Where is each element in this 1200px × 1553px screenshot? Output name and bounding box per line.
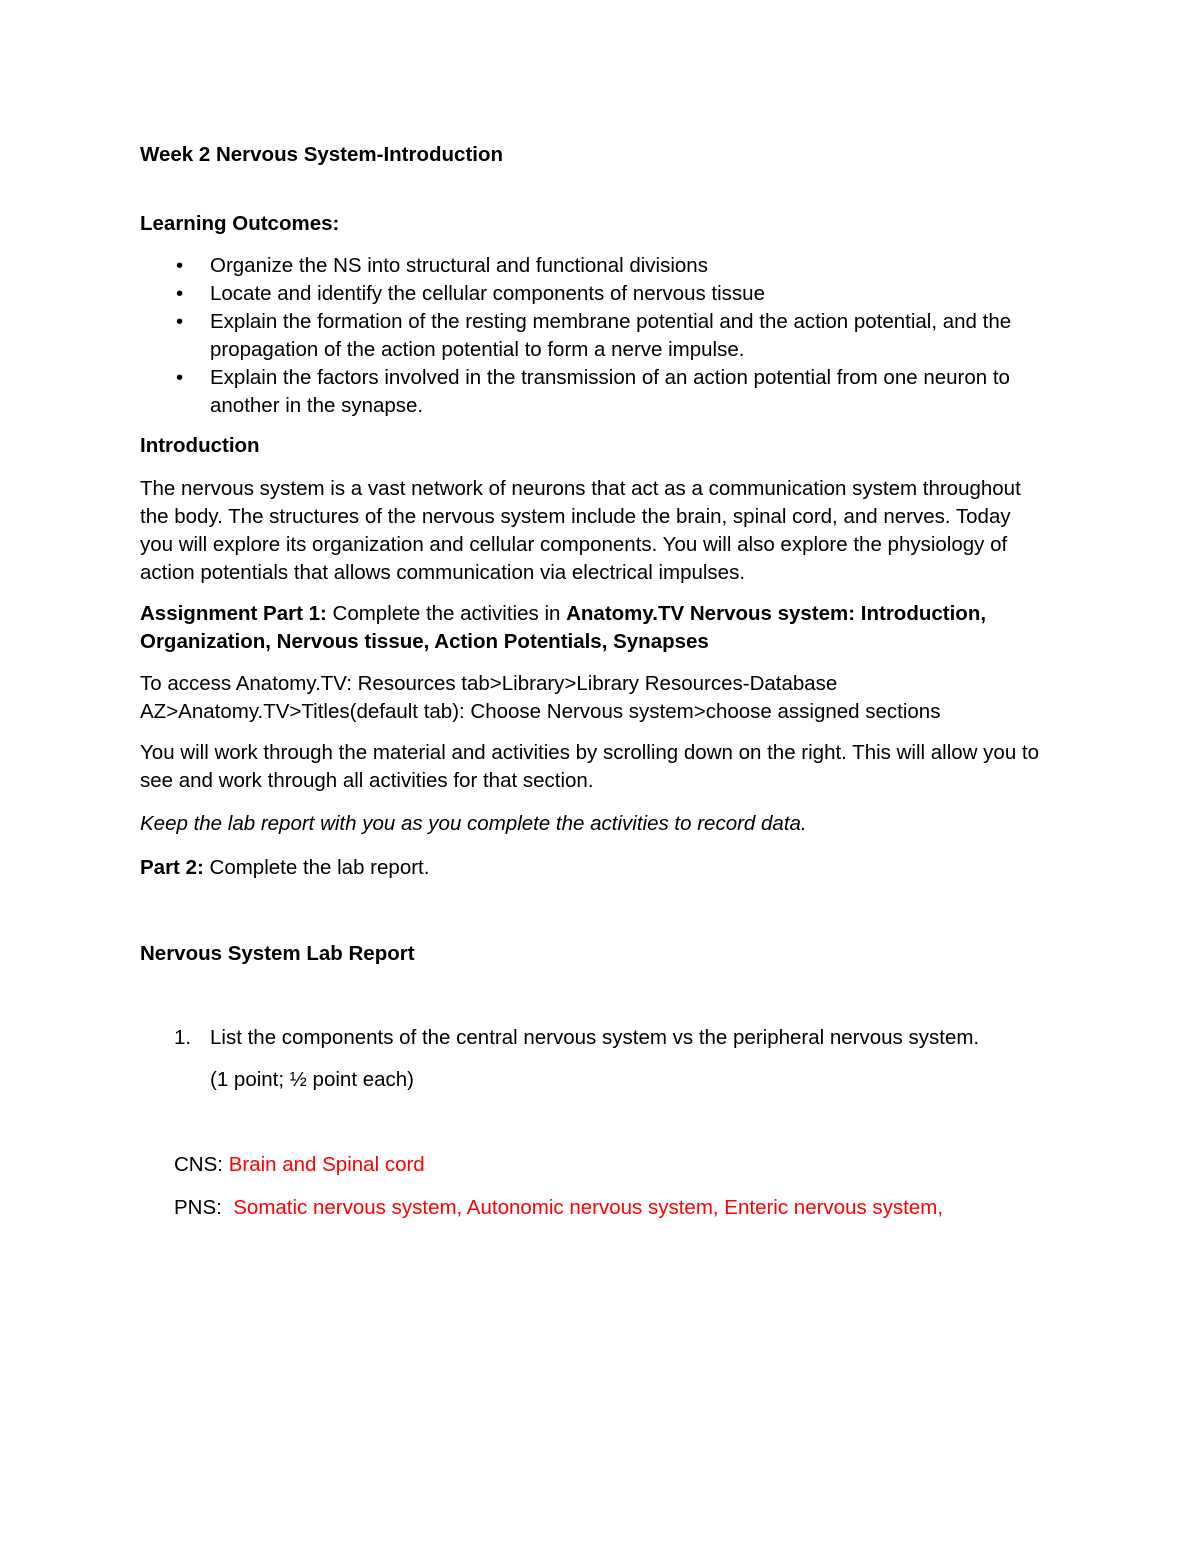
assignment-bold-text: Anatomy.TV Nervous system: Introduction, Organization, Nervous tissue, Action Potentials, Synapses [140,602,987,653]
pns-answer-line [174,1194,943,1222]
bullet-icon: • [176,310,184,333]
bullet-icon: • [176,282,184,305]
outcome-text: Locate and identify the cellular components of nervous tissue [210,282,765,305]
question-points: (1 point; ½ point each) [210,1068,414,1091]
introduction-heading: Introduction [140,434,260,457]
assignment-part1 [140,600,1050,656]
pns-label: PNS: [174,1196,234,1219]
list-item [140,280,1060,308]
keep-report-note: Keep the lab report with you as you complete the activities to record data. [140,812,807,835]
introduction-paragraph: The nervous system is a vast network of neurons that act as a communication system throughout the body. The structures of the nervous system include the brain, spinal cord, and nerves. Today you will explore its organization and cellular components. You will also explore the physiology of action potentials that allows communication via electrical impulses. [140,477,1021,584]
outcome-text: Explain the factors involved in the transmission of an action potential from one neuron to another in the synapse. [210,366,1010,417]
question-number: 1. [174,1026,192,1049]
cns-answer: Brain and Spinal cord [228,1153,425,1176]
list-item [140,308,1060,364]
list-item [140,364,1060,420]
part2-label: Part 2: [140,856,204,879]
pns-answer: Somatic nervous system, Autonomic nervous system, Enteric nervous system, [233,1196,944,1219]
bullet-icon: • [176,254,184,277]
outcome-text: Organize the NS into structural and functional divisions [210,254,708,277]
list-item [140,252,1060,280]
work-instructions: You will work through the material and activities by scrolling down on the right. This will allow you to see and work through all activities for that section. [140,741,1040,792]
question-text: List the components of the central nervous system vs the peripheral nervous system. [210,1026,980,1049]
assignment-label: Assignment Part 1: [140,602,327,625]
part2-text: Complete the lab report. [203,856,430,879]
part2-instructions [140,854,429,882]
assignment-text: Complete the activities in [326,602,567,625]
bullet-icon: • [176,366,184,389]
outcome-text: Explain the formation of the resting membrane potential and the action potential, and the propagation of the action potential to form a nerve impulse. [210,310,1012,361]
access-instructions: To access Anatomy.TV: Resources tab>Library>Library Resources-Database AZ>Anatomy.TV>Titles(default tab): Choose Nervous system>choose assigned sections [140,672,941,723]
learning-outcomes-list [140,252,1060,420]
learning-outcomes-heading: Learning Outcomes: [140,212,340,235]
lab-report-title: Nervous System Lab Report [140,942,415,965]
cns-answer-line [174,1151,425,1179]
cns-label: CNS: [174,1153,229,1176]
document-title: Week 2 Nervous System-Introduction [140,143,504,166]
